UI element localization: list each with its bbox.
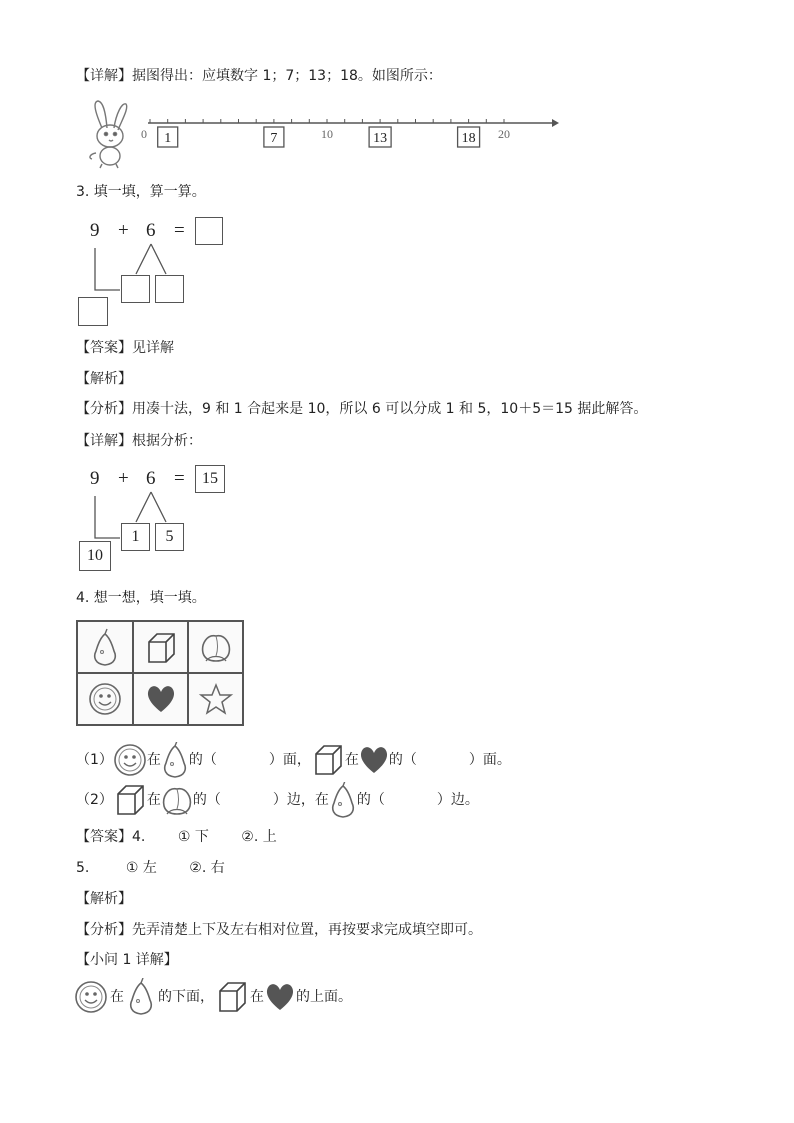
q3-analysis-label: 【解析】 bbox=[76, 371, 132, 387]
s2-num: （2） bbox=[76, 792, 113, 808]
fenxi-text: 先弄清楚上下及左右相对位置，再按要求完成填空即可。 bbox=[132, 922, 482, 938]
fenxi-text: 用凑十法，9 和 1 合起来是 10，所以 6 可以分成 1 和 5，10＋5＝15 据此解答。 bbox=[132, 401, 648, 417]
split-left-blank-box[interactable] bbox=[121, 275, 150, 303]
pear-icon bbox=[124, 978, 158, 1016]
s1-mian1: ）面， bbox=[268, 752, 311, 768]
fenxi-label: 【分析】 bbox=[76, 922, 132, 938]
expr-b: 6 bbox=[146, 468, 156, 489]
answer-mark-1: ① bbox=[177, 829, 191, 845]
cube-icon bbox=[113, 783, 147, 817]
detail-label: 【详解】 bbox=[76, 433, 132, 449]
answer-num: 4. bbox=[132, 829, 146, 845]
answer-text: 见详解 bbox=[132, 340, 174, 356]
heart-icon bbox=[359, 745, 389, 775]
q3-filled-diagram bbox=[76, 462, 236, 577]
answer-value: 13 bbox=[373, 131, 388, 146]
cube-icon bbox=[214, 979, 250, 1015]
split-right-box: 5 bbox=[155, 523, 184, 551]
final-end: 的上面。 bbox=[296, 989, 352, 1005]
q4-answer-line bbox=[76, 828, 277, 846]
s1-de2: 的（ bbox=[388, 752, 417, 768]
answer-value: 1 bbox=[164, 131, 172, 146]
tick-label: 20 bbox=[498, 127, 510, 141]
split-left-box: 1 bbox=[121, 523, 150, 551]
q4-sentence-1 bbox=[76, 742, 511, 776]
q5-final-line bbox=[72, 978, 352, 1016]
answer-mark-1: ① bbox=[125, 860, 139, 876]
q5-analysis-label: 【解析】 bbox=[76, 891, 132, 907]
q3-answer-line bbox=[76, 339, 174, 357]
q5-sub1-label: 【小问 1 详解】 bbox=[76, 952, 178, 968]
answer-1: 左 bbox=[142, 860, 157, 876]
q3-blank-diagram bbox=[76, 214, 236, 329]
q2-detail-line bbox=[76, 67, 442, 85]
answer-value: 7 bbox=[270, 131, 278, 146]
expr-op: + bbox=[118, 220, 129, 241]
s2-de2: 的（ bbox=[356, 792, 385, 808]
answer-mark-2: ②. bbox=[189, 860, 207, 876]
detail-text: 根据分析： bbox=[132, 433, 202, 449]
ten-box: 10 bbox=[79, 541, 111, 571]
result-box: 15 bbox=[195, 465, 225, 493]
final-zai2: 在 bbox=[250, 989, 264, 1005]
detail-text: 据图得出：应填数字 1；7；13；18。如图所示： bbox=[132, 68, 442, 84]
tick-label: 10 bbox=[321, 127, 333, 141]
q4-title: 4. 想一想，填一填。 bbox=[76, 590, 206, 606]
tick-label: 0 bbox=[141, 127, 147, 141]
s2-de1: 的（ bbox=[192, 792, 221, 808]
q3-title: 3. 填一填，算一算。 bbox=[76, 184, 206, 200]
final-zai: 在 bbox=[110, 989, 124, 1005]
detail-label: 【详解】 bbox=[76, 68, 132, 84]
split-right-blank-box[interactable] bbox=[155, 275, 184, 303]
q5-answer-line bbox=[76, 859, 225, 877]
answer-1: 下 bbox=[194, 829, 209, 845]
q3-detail-line bbox=[76, 432, 202, 450]
expr-eq: = bbox=[174, 468, 185, 489]
q5-num: 5. bbox=[76, 860, 90, 876]
expr-b: 6 bbox=[146, 220, 156, 241]
ten-blank-box[interactable] bbox=[78, 297, 108, 326]
smiley-icon bbox=[72, 978, 110, 1016]
smiley-icon bbox=[113, 743, 147, 777]
pear-icon bbox=[329, 782, 357, 818]
s2-zai: 在 bbox=[146, 792, 161, 808]
peach-icon bbox=[161, 784, 193, 816]
s1-zai: 在 bbox=[146, 752, 161, 768]
answer-2: 上 bbox=[262, 829, 277, 845]
pear-icon bbox=[161, 742, 189, 778]
expr-eq: = bbox=[174, 220, 185, 241]
final-mid: 的下面， bbox=[158, 989, 214, 1005]
q3-fenxi-line bbox=[76, 400, 647, 418]
s1-mian2: ）面。 bbox=[468, 752, 511, 768]
position-grid bbox=[76, 620, 244, 726]
s2-bian1: ）边，在 bbox=[272, 792, 329, 808]
s1-de1: 的（ bbox=[188, 752, 217, 768]
s1-num: （1） bbox=[76, 752, 113, 768]
heart-icon bbox=[264, 981, 296, 1013]
arrow-icon bbox=[552, 119, 559, 127]
expr-a: 9 bbox=[90, 468, 100, 489]
number-line-figure bbox=[82, 98, 562, 170]
q4-sentence-2 bbox=[76, 782, 479, 816]
fenxi-label: 【分析】 bbox=[76, 401, 132, 417]
answer-label: 【答案】 bbox=[76, 340, 132, 356]
s1-zai2: 在 bbox=[344, 752, 359, 768]
cube-icon bbox=[311, 743, 345, 777]
expr-a: 9 bbox=[90, 220, 100, 241]
answer-mark-2: ②. bbox=[241, 829, 259, 845]
answer-2: 右 bbox=[210, 860, 225, 876]
answer-value: 18 bbox=[461, 131, 476, 146]
s2-bian2: ）边。 bbox=[436, 792, 479, 808]
q5-fenxi-line bbox=[76, 921, 482, 939]
answer-label: 【答案】 bbox=[76, 829, 132, 845]
expr-op: + bbox=[118, 468, 129, 489]
rabbit-icon bbox=[90, 101, 127, 168]
number-line bbox=[141, 119, 559, 147]
